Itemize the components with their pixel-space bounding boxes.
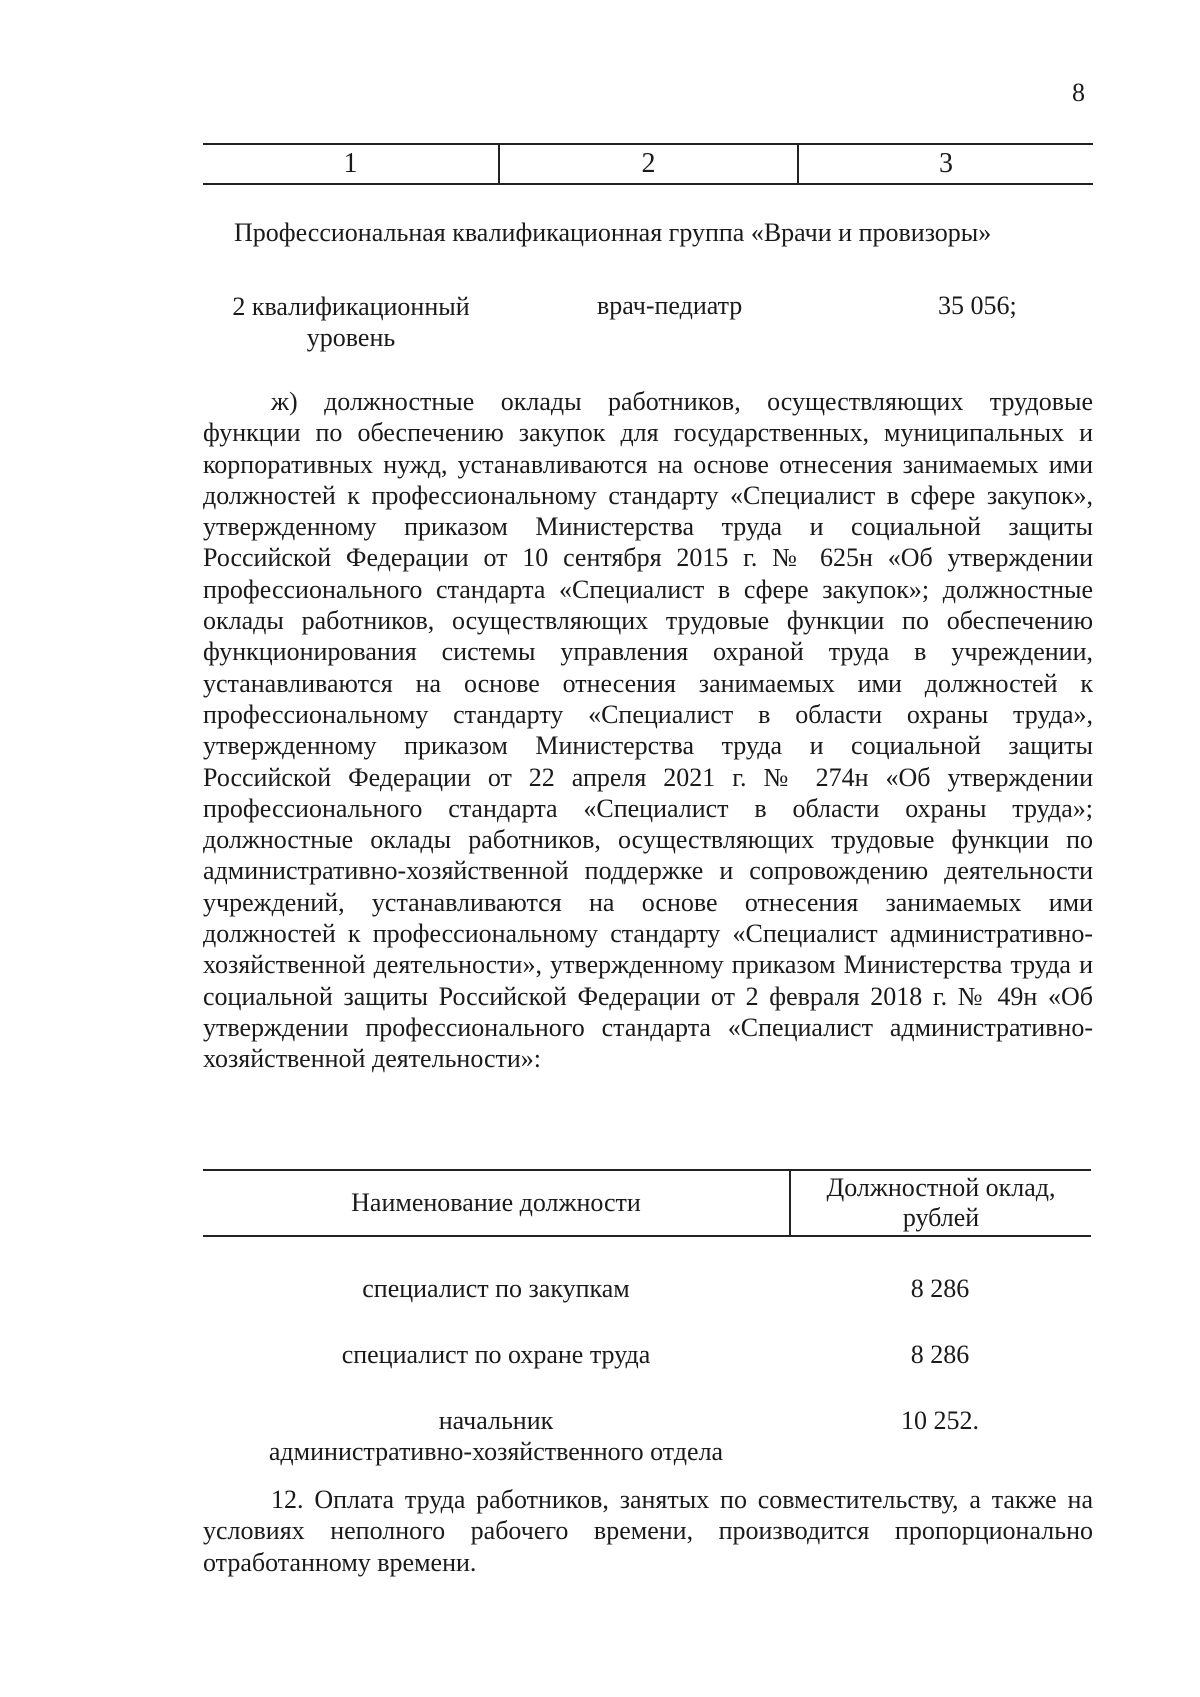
- qualification-level-row: [203, 291, 1093, 361]
- qualification-level-line1: 2 квалификационный: [232, 292, 470, 321]
- column-number-header: [203, 143, 1093, 185]
- paragraph-zh-text: ж) должностные оклады работников, осуществляющих трудовые функции по обеспечению закупок для государственных, муниципальных и корпоративных нужд, устанавливаются на основе отнесения занимаемых ими должностей к профессиональному стандарту «Специалист в сфере закупок», утвержденному приказом Министерства труда и социальной защиты Российской Федерации от 10 сентября 2015 г. № 625н «Об утверждении профессионального стандарта «Специалист в сфере закупок»; должностные оклады работников, осуществляющих трудовые функции по обеспечению функционирования системы управления охраной труда в учреждении, устанавливаются на основе отнесения занимаемых ими должностей к профессиональному стандарту «Специалист в области охраны труда», утвержденному приказом Министерства труда и социальной защиты Российской Федерации от 22 апреля 2021 г. № 274н «Об утверждении профессионального стандарта «Специалист в области охраны труда»; должностные оклады работников, осуществляющих трудовые функции по административно-хозяйственной поддержке и сопровождению деятельности учреждений, устанавливаются на основе отнесения занимаемых ими должностей к профессиональному стандарту «Специалист административно-хозяйственной деятельности», утвержденному приказом Министерства труда и социальной защиты Российской Федерации от 2 февраля 2018 г. № 49н «Об утверждении профессионального стандарта «Специалист административно-хозяйственной деятельности»:: [203, 387, 1093, 1074]
- salary-amount: 35 056;: [938, 291, 1017, 320]
- row-salary-value: 8 286: [910, 1340, 970, 1369]
- header-position-name: Наименование должности: [203, 1171, 791, 1235]
- qualification-group-title: Профессиональная квалификационная группа «Врачи и провизоры»: [234, 218, 992, 247]
- column-number-1: 1: [203, 145, 500, 183]
- row-position-name: [203, 1405, 789, 1467]
- row-salary-value: 8 286: [910, 1274, 970, 1303]
- column-number-2: 2: [500, 145, 799, 183]
- position-name: врач-педиатр: [597, 291, 743, 320]
- qualification-level-line2: уровень: [306, 323, 396, 352]
- column-number-3: 3: [939, 148, 953, 179]
- row-position-name: специалист по охране труда: [341, 1340, 651, 1369]
- paragraph-zh: [203, 386, 1093, 1075]
- paragraph-12-text: 12. Оплата труда работников, занятых по совместительству, а также на условиях неполного рабочего времени, производится пропорционально отработанному времени.: [203, 1485, 1093, 1577]
- row-position-name-line1: начальник: [438, 1406, 554, 1435]
- row-position-name-line2: административно-хозяйственного отдела: [268, 1437, 724, 1466]
- row-position-name: специалист по закупкам: [362, 1274, 630, 1303]
- salary-table-header: [203, 1169, 1091, 1237]
- header-salary-line2: рублей: [902, 1203, 980, 1232]
- table-row: [203, 1273, 1091, 1304]
- table-row: [203, 1405, 1091, 1467]
- qualification-level: [221, 291, 481, 353]
- header-salary-line1: Должностной оклад,: [826, 1173, 1056, 1202]
- row-salary-value: 10 252.: [901, 1406, 979, 1435]
- salary-table: [203, 1169, 1091, 1467]
- page-number: 8: [1072, 78, 1085, 107]
- header-salary: [791, 1171, 1091, 1235]
- table-row: [203, 1339, 1091, 1370]
- paragraph-12: [203, 1484, 1093, 1578]
